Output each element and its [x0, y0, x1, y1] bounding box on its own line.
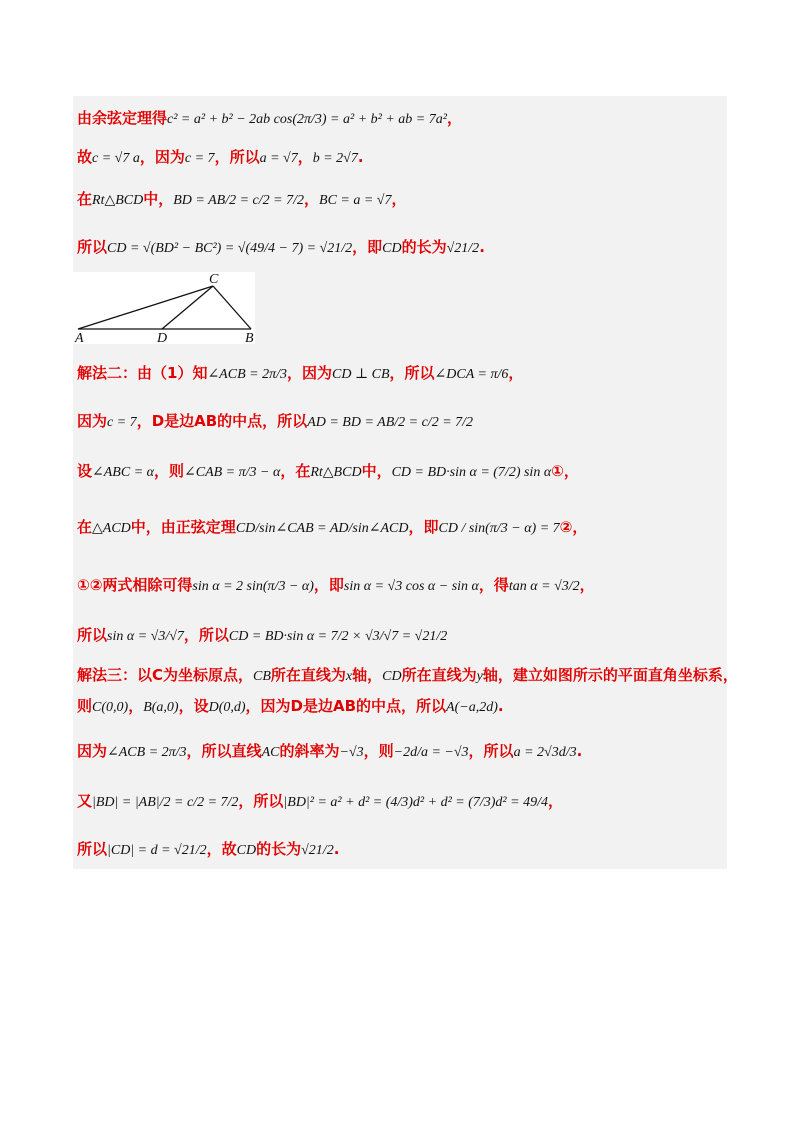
solution-text: 解法二：由（1）知 [77, 364, 208, 382]
math-expression: −2d/a = −√3 [393, 745, 469, 760]
math-expression: BD = AB/2 = c/2 = 7/2 [173, 193, 304, 208]
solution-text: ，在 [280, 462, 311, 480]
solution-text: ，则 [153, 462, 184, 480]
line-set-alpha [77, 464, 579, 480]
vertex-label-d: D [157, 331, 168, 344]
math-expression: CD = BD·sin α = 7/2 × √3/√7 = √21/2 [228, 629, 448, 644]
math-expression: ∠ABC = α [92, 465, 154, 480]
triangle-figure [73, 272, 255, 344]
math-expression: CD [382, 241, 402, 256]
solution-text: 所以 [77, 626, 108, 644]
vertex-label-a: A [75, 331, 84, 344]
math-expression: sin α = 2 sin(π/3 − α) [192, 579, 314, 594]
math-expression: √21/2 [446, 241, 480, 256]
solution-text: ，D是边AB的中点，所以 [136, 412, 308, 430]
solution-text: 所以 [77, 238, 108, 256]
math-expression: Rt△BCD [92, 193, 144, 208]
solution-text: ，因为 [139, 148, 185, 166]
solution-text: ， [547, 792, 563, 810]
solution-text: ，即 [408, 518, 439, 536]
math-expression: c = 7 [107, 415, 137, 430]
math-expression: ∠DCA = π/6 [434, 367, 509, 382]
math-expression: △ACD [92, 521, 131, 536]
line-midpoint [77, 414, 473, 430]
solution-text: ①②两式相除可得 [77, 576, 193, 594]
solution-text: 在 [77, 190, 93, 208]
solution-text: ，所以 [183, 626, 229, 644]
line-rt-bcd [77, 192, 407, 208]
solution-text: 的斜率为 [279, 742, 340, 760]
line-slope [77, 744, 582, 760]
solution-text: . [479, 238, 485, 256]
math-expression: CD ⊥ CB [332, 367, 390, 382]
solution-text: . [357, 148, 364, 166]
line-divide [77, 578, 595, 594]
solution-text: 中， [143, 190, 174, 208]
math-expression: −√3 [339, 745, 364, 760]
solution-text: 由余弦定理得 [77, 109, 168, 127]
line-sin-alpha [77, 628, 447, 644]
solution-text: 因为 [77, 412, 108, 430]
solution-text: ， [304, 190, 320, 208]
solution-text: ，即 [352, 238, 383, 256]
solution-text: 的长为 [256, 840, 302, 858]
solution-text: ，所以直线 [186, 742, 262, 760]
math-expression: c = 7 [184, 151, 215, 166]
line-sine-law [77, 520, 587, 536]
math-expression: c = √7 a [92, 151, 140, 166]
solution-text: 所在直线为 [270, 666, 346, 684]
line-bd-length [77, 794, 563, 810]
solution-text: 设 [77, 462, 93, 480]
math-expression: Rt△BCD [310, 465, 362, 480]
math-expression: ∠ACB = 2π/3 [107, 745, 187, 760]
solution-text: 的长为 [401, 238, 447, 256]
solution-text: ，即 [313, 576, 344, 594]
solution-text: . [497, 697, 504, 715]
math-expression: BC = a = √7 [319, 193, 392, 208]
solution-text: 解法三：以C为坐标原点， [77, 666, 254, 684]
math-expression: C(0,0) [92, 700, 129, 715]
math-expression: CD = BD·sin α = (7/2) sin α [391, 465, 552, 480]
solution-text: 在 [77, 518, 93, 536]
solution-text: ②， [559, 518, 588, 536]
solution-text: ， [508, 364, 524, 382]
solution-text: 因为 [77, 742, 108, 760]
line-c-value [77, 150, 364, 166]
solution-text: ，所以 [468, 742, 514, 760]
solution-text: 轴， [352, 666, 383, 684]
vertex-label-b: B [245, 331, 254, 344]
math-expression: CB [253, 669, 271, 684]
solution-text: . [576, 742, 583, 760]
solution-text: ，则 [363, 742, 394, 760]
solution-text: ， [297, 148, 313, 166]
line-method2-intro [77, 366, 523, 382]
line-cosine-law [77, 111, 462, 127]
math-expression: CD / sin(π/3 − α) = 7 [438, 521, 560, 536]
math-expression: y [476, 669, 483, 684]
math-expression: AC [261, 745, 280, 760]
vertex-label-c: C [209, 272, 219, 287]
math-expression: sin α = √3 cos α − sin α [343, 579, 479, 594]
solution-text: 中，由正弦定理 [130, 518, 236, 536]
solution-text: 又 [77, 792, 93, 810]
solution-text: ①， [551, 462, 579, 480]
solution-text: 故 [77, 148, 93, 166]
solution-text: ，得 [478, 576, 509, 594]
line-coordinates [77, 699, 504, 715]
math-expression: CD/sin∠CAB = AD/sin∠ACD [235, 521, 409, 536]
solution-text: ，所以 [214, 148, 260, 166]
math-expression: A(−a,2d) [446, 700, 498, 715]
solution-text: ，故 [206, 840, 237, 858]
math-expression: ∠ACB = 2π/3 [207, 367, 287, 382]
math-expression: B(a,0) [143, 700, 179, 715]
solution-text: ，所以 [389, 364, 435, 382]
math-expression: |BD| = |AB|/2 = c/2 = 7/2 [92, 795, 239, 810]
math-expression: CD = √(BD² − BC²) = √(49/4 − 7) = √21/2 [107, 241, 353, 256]
math-expression: sin α = √3/√7 [107, 629, 184, 644]
line-final-answer [77, 842, 339, 858]
solution-text: ， [579, 576, 595, 594]
math-expression: |BD|² = a² + d² = (4/3)d² + d² = (7/3)d² = 49/4 [283, 795, 548, 810]
math-expression: a = √7 [259, 151, 298, 166]
math-expression: c² = a² + b² − 2ab cos(2π/3) = a² + b² + ab = 7a² [167, 112, 447, 127]
math-expression: b = 2√7 [312, 151, 358, 166]
solution-text: . [333, 840, 340, 858]
solution-text: ， [391, 190, 407, 208]
math-expression: tan α = √3/2 [508, 579, 580, 594]
solution-text: 所在直线为 [401, 666, 477, 684]
math-expression: x [345, 669, 353, 684]
solution-text: 中， [361, 462, 392, 480]
math-expression: CD [236, 843, 257, 858]
solution-text: ， [446, 109, 462, 127]
math-expression: |CD| = d = √21/2 [107, 843, 207, 858]
math-expression: a = 2√3d/3 [513, 745, 577, 760]
solution-text: 轴，建立如图所示的平面直角坐标系， [482, 666, 738, 684]
line-method3-intro [77, 668, 738, 684]
solution-text: ，设 [178, 697, 209, 715]
math-expression: ∠CAB = π/3 − α [184, 465, 281, 480]
math-expression: AD = BD = AB/2 = c/2 = 7/2 [307, 415, 474, 430]
line-cd-length [77, 240, 485, 256]
solution-text: ，因为 [286, 364, 332, 382]
math-expression: D(0,d) [208, 700, 246, 715]
solution-text: ，因为D是边AB的中点，所以 [245, 697, 447, 715]
solution-text: ，所以 [238, 792, 284, 810]
solution-text: ， [128, 697, 144, 715]
math-expression: CD [382, 669, 402, 684]
math-expression: √21/2 [301, 843, 334, 858]
solution-text: 则 [77, 697, 93, 715]
solution-text: 所以 [77, 840, 108, 858]
